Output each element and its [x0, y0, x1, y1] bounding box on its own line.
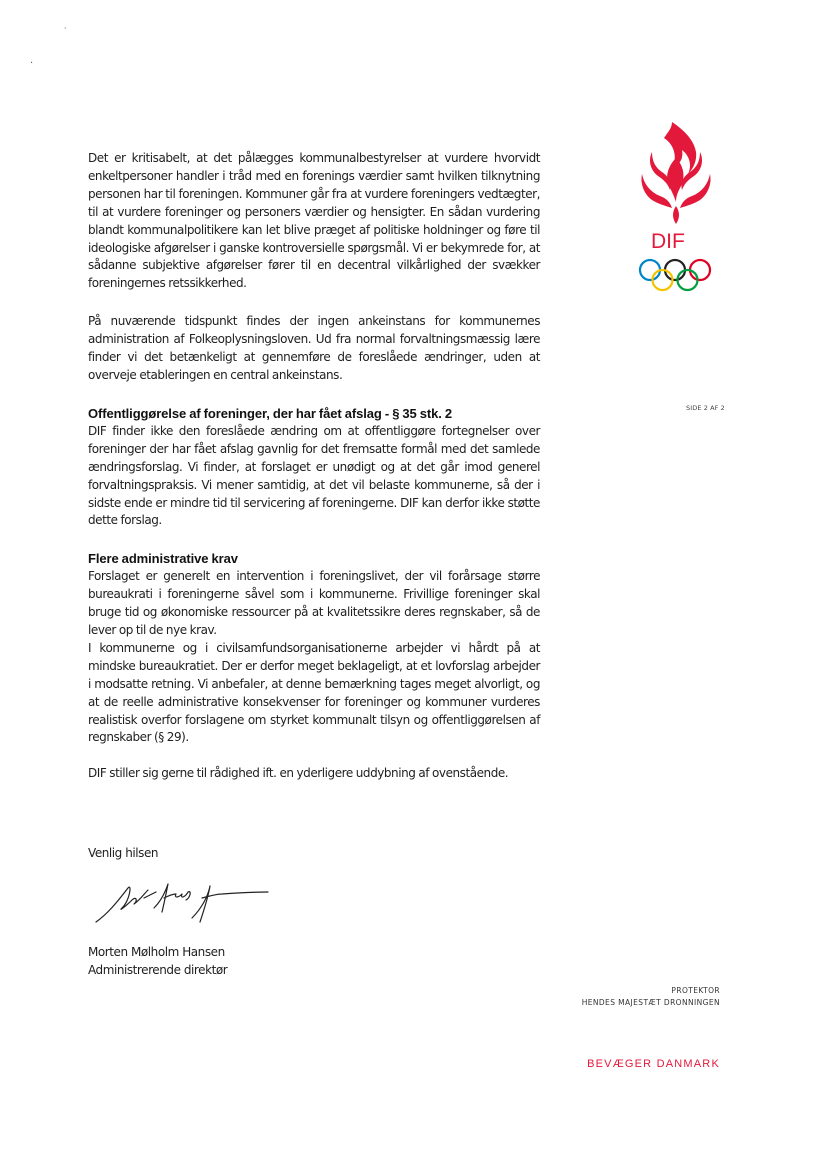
olympic-rings-icon	[637, 258, 713, 292]
scan-speck: ·	[30, 58, 34, 69]
protector-name: HENDES MAJESTÆT DRONNINGEN	[581, 998, 720, 1007]
signature	[92, 878, 282, 930]
section-heading: Flere administrative krav	[88, 551, 238, 567]
paragraph: På nuværende tidspunkt findes der ingen ankeinstans for kommunernes administration af Folkeoplysningsloven. Ud fra normal forvaltningsmæssig lære finder vi det betænkeligt at gennemføre de foreslåede ændringer, uden at overveje etableringen en central ankeinstans.	[88, 314, 540, 382]
signatory-name: Morten Mølholm Hansen	[88, 945, 225, 959]
paragraph: DIF finder ikke den foreslåede ændring om at offentliggøre fortegnelser over foreninger der har fået afslag gavnlig for det fremsatte formål med det samlede ændringsforslag. Vi finder, at forslaget er unødigt og at det går imod generel forvaltningspraksis. Vi mener samtidig, at det vil belaste kommunerne, så der i sidste ende er mindre tid til servicering af foreningerne. DIF kan derfor ikke støtte dette forslag.	[88, 423, 540, 528]
protector-label: PROTEKTOR	[671, 986, 720, 995]
section-heading: Offentliggørelse af foreninger, der har fået afslag - § 35 stk. 2	[88, 405, 453, 421]
protector-block	[582, 985, 720, 1009]
scan-speck: ·	[64, 24, 67, 33]
dif-flame-icon	[634, 122, 716, 226]
footer-tagline: BEVÆGER DANMARK	[587, 1058, 720, 1070]
page-number: SIDE 2 AF 2	[686, 404, 725, 412]
closing-greeting: Venlig hilsen	[88, 846, 159, 860]
letter-body	[88, 150, 540, 783]
paragraph: Forslaget er generelt en intervention i foreningslivet, der vil forårsage større bureaukrati i foreningerne såvel som i kommunerne. Frivillige foreninger skal bruge tid og økonomiske ressourcer på at kvalitetssikre deres regnskaber, så de lever op til de nye krav.	[88, 569, 540, 638]
dif-logo-text: DIF	[651, 230, 685, 253]
signatory-title: Administrerende direktør	[88, 963, 228, 977]
paragraph: Det er kritisabelt, at det pålægges kommunalbestyrelser at vurdere hvorvidt enkeltpersoner handler i tråd med en forenings værdier samt hvilken tilknytning personen har til foreningen. Kommuner går fra at vurdere foreningers vedtægter, til at vurdere foreninger og personers værdier og hensigter. En sådan vurdering blandt kommunalpolitikere kan let blive præget af politiske holdninger og føre til ideologiske afgørelser i ganske kontroversielle spørgsmål. Vi er bekymrede for, at sådanne subjektive afgørelser fører til en decentral vilkårlighed der svækker foreningernes retssikkerhed.	[88, 151, 540, 291]
paragraph: I kommunerne og i civilsamfundsorganisationerne arbejder vi hårdt på at mindske bureaukratiet. Der er derfor meget beklageligt, at et lovforslag arbejder i modsatte retning. Vi anbefaler, at denne bemærkning tages meget alvorligt, og at de reelle administrative konsekvenser for foreninger og kommuner vurderes realistisk overfor forslagene om styrket kommunalt tilsyn og offentliggørelsen af regnskaber (§ 29).	[88, 640, 540, 745]
paragraph: DIF stiller sig gerne til rådighed ift. en yderligere uddybning af ovenstående.	[88, 766, 509, 781]
